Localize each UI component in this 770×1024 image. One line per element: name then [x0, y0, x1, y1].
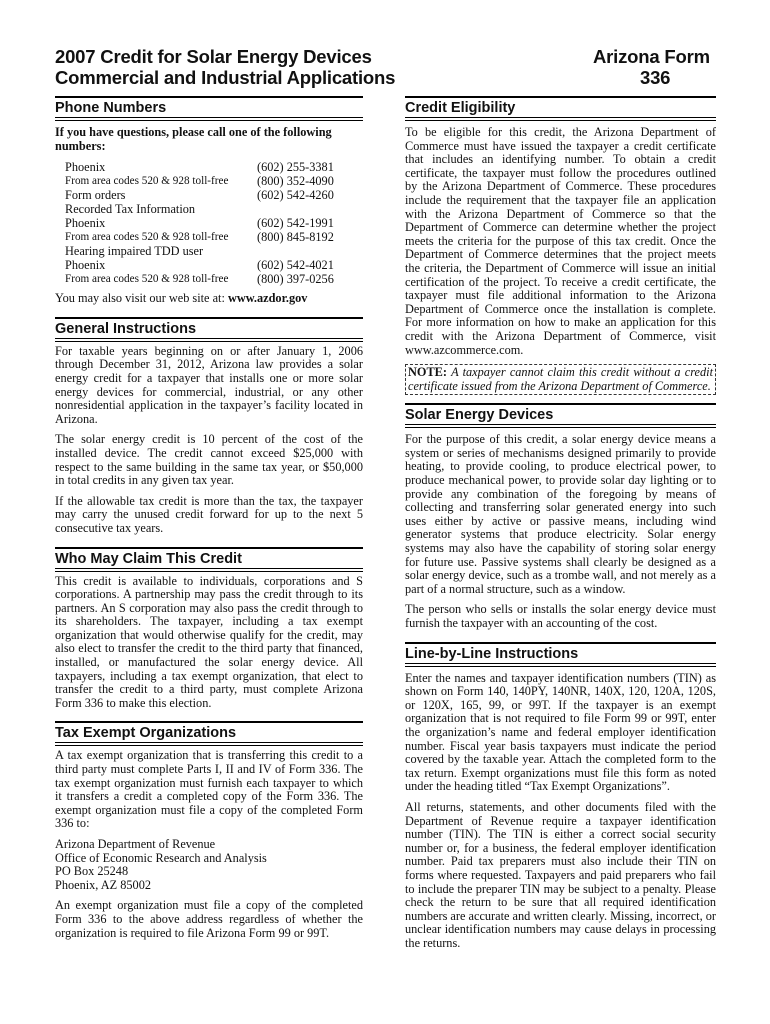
phone-location: Phoenix: [65, 160, 106, 175]
eligibility-p1: To be eligible for this credit, the Arizona Department of Commerce must have issued the taxpayer a credit certificate that includes an identifying number. To obtain a credit certificate, the taxpayer must follow the procedures outlined by the Arizona Department of Commerce. These procedures include the requirement that the taxpayer file an application with the Arizona Department of Commerce so that the Department of Commerce can determine whether the project meets the criteria for the purpose of this tax credit. Once the Department of Commerce determines that the project meets the criteria, the Department of Commerce will issue an initial certification of the project. To receive a credit certificate, the taxpayer must file additional information to the Arizona Department of Commerce once the installation is complete. For more information on how to make an application for this credit with the Arizona Department of Commerce, visit www.azcommerce.com.: [405, 125, 716, 357]
phone-row: [65, 244, 334, 258]
solar-p1: For the purpose of this credit, a solar energy device means a system or series of mechanisms designed primarily to provide heating, to provide cooling, to produce electrical power, to produce mechanical power, to provide solar day lighting or to provide any combination of the foregoing by means of collecting and transferring solar generated energy into such uses either by active or passive means, including wind generator systems that produce electricity. Solar energy systems may also have the capability of storing solar energy for future use. Passive systems shall clearly be designed as a solar energy device, such as a trombe wall, and not merely as a part of a normal structure, such as a window.: [405, 432, 716, 596]
phone-table: [65, 160, 334, 286]
solar-p2: The person who sells or installs the solar energy device must furnish the taxpayer with an accounting of the cost.: [405, 602, 716, 630]
phone-intro: If you have questions, please call one of the following numbers:: [55, 125, 332, 153]
note-label: NOTE:: [408, 365, 447, 380]
phone-number: [257, 244, 334, 258]
section-heading-phone-numbers: Phone Numbers: [55, 96, 363, 118]
phone-location: Phoenix: [65, 258, 106, 273]
section-heading-credit-eligibility: Credit Eligibility: [405, 96, 716, 118]
website-text: You may also visit our web site at:: [55, 291, 225, 306]
phone-number: (800) 845-8192: [257, 230, 334, 245]
address-line: Office of Economic Research and Analysis: [55, 850, 267, 865]
tax-exempt-p1: A tax exempt organization that is transferring this credit to a third party must complete Parts I, II and IV of Form 336. The tax exempt organization must furnish each taxpayer to which it transfers a credit a completed copy of the Form 336. The exempt organization must file a copy of the completed Form 336 to:: [55, 748, 363, 831]
phone-location: Recorded Tax Information: [65, 202, 196, 217]
phone-location: Form orders: [65, 188, 126, 203]
address-line: Arizona Department of Revenue: [55, 837, 216, 851]
form-label: Arizona Form: [593, 46, 710, 67]
phone-number: (800) 397-0256: [257, 272, 334, 287]
general-p1: For taxable years beginning on or after January 1, 2006 through December 31, 2012, Arizona law provides a solar energy credit for a taxpayer that installs one or more solar energy devices for commercial, industrial, or any other nonresidential application in the taxpayer’s facility located in Arizona.: [55, 343, 363, 426]
phone-number: (602) 542-4021: [257, 258, 334, 273]
phone-location: Hearing impaired TDD user: [65, 244, 204, 259]
phone-location: From area codes 520 & 928 toll-free: [65, 231, 229, 244]
form-title: 2007 Credit for Solar Energy Devices: [55, 46, 372, 67]
general-p3: If the allowable tax credit is more than the tax, the taxpayer may carry the unused credit forward for up to the next 5 consecutive tax years.: [55, 493, 363, 535]
phone-location: Phoenix: [65, 216, 106, 231]
address-line: Phoenix, AZ 85002: [55, 877, 151, 892]
phone-number: (602) 542-4260: [257, 188, 334, 203]
form-subtitle: Commercial and Industrial Applications: [55, 67, 396, 88]
phone-row: [65, 174, 334, 188]
phone-number: [257, 202, 334, 216]
line-by-line-p1: Enter the names and taxpayer identification numbers (TIN) as shown on Form 140, 140PY, 140NR, 140X, 120, 120A, 120S, or 120X, 165, 99, or 99T. If the taxpayer is an exempt organization that is not required to file Form 99 or 99T, enter the organization’s name and federal employer identification number. Fiscal year basis taxpayers must indicate the period covered by the taxable year. Attach the completed form to the tax return. Exempt organizations must file this form as noted under the heading titled “Tax Exempt Organizations”.: [405, 670, 716, 794]
section-heading-line-by-line: Line-by-Line Instructions: [405, 642, 716, 664]
phone-location: From area codes 520 & 928 toll-free: [65, 175, 229, 188]
general-p2: The solar energy credit is 10 percent of the cost of the installed device. The credit cannot exceed $25,000 with respect to the same building in the same tax year, or $50,000 in total credits in any given tax year.: [55, 432, 363, 488]
note-box: [405, 364, 716, 395]
section-heading-tax-exempt: Tax Exempt Organizations: [55, 721, 363, 743]
section-heading-general-instructions: General Instructions: [55, 317, 363, 339]
phone-number: (602) 542-1991: [257, 216, 334, 231]
phone-location: From area codes 520 & 928 toll-free: [65, 273, 229, 286]
line-by-line-p2: All returns, statements, and other documents filed with the Department of Revenue require a taxpayer identification number (TIN). The TIN is either a correct social security number or, for a business, the federal employer identification number. Paid tax preparers must also include their TIN on forms where requested. Taxpayers and paid preparers who fail to include the preparer TIN may be subject to a penalty. Please check the return to be sure that all required identification numbers are accurate and written clearly. Missing, incorrect, or unclear identification numbers may cause delays in processing the returns.: [405, 799, 716, 950]
phone-row: [65, 230, 334, 244]
note-text: A taxpayer cannot claim this credit without a credit certificate issued from the Arizona Department of Commerce.: [408, 365, 713, 393]
tax-exempt-p2: An exempt organization must file a copy of the completed Form 336 to the above address regardless of whether the organization is required to file Arizona Form 99 or 99T.: [55, 898, 363, 940]
phone-number: (800) 352-4090: [257, 174, 334, 189]
who-may-claim-p1: This credit is available to individuals, corporations and S corporations. A partnership may pass the credit through to its partners. An S corporation may also pass the credit through to its shareholders. The taxpayer, including a tax exempt organization that would otherwise qualify for the credit, may also elect to transfer the credit to the third party that financed, installed, or manufactured the solar energy device. All taxpayers, including a tax exempt organization, that elect to transfer the credit to a third party, must complete Arizona Form 336 to make this election.: [55, 573, 363, 710]
right-column: [405, 96, 716, 957]
website-line: [55, 292, 363, 306]
form-number: 336: [640, 67, 671, 88]
phone-row: [65, 160, 334, 174]
phone-row: [65, 202, 334, 216]
phone-row: [65, 188, 334, 202]
address-line: PO Box 25248: [55, 864, 129, 879]
website-link[interactable]: www.azdor.gov: [227, 291, 308, 306]
phone-row: [65, 272, 334, 286]
phone-row: [65, 216, 334, 230]
section-heading-who-may-claim: Who May Claim This Credit: [55, 547, 363, 569]
form-header: [0, 40, 770, 94]
mailing-address: [55, 838, 363, 892]
phone-number: (602) 255-3381: [257, 160, 334, 175]
section-heading-solar-devices: Solar Energy Devices: [405, 403, 716, 425]
phone-row: [65, 258, 334, 272]
left-column: [55, 96, 363, 947]
